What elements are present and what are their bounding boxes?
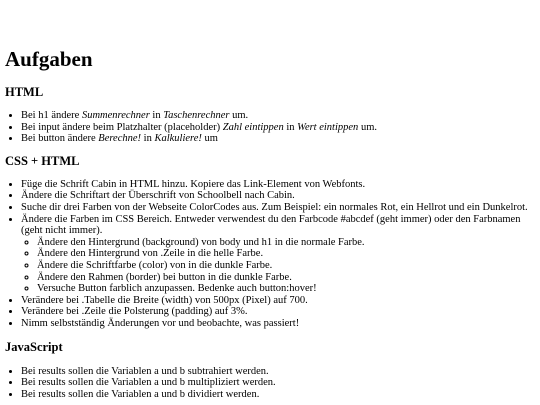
color-subtask-item: ◦ Ändere die Schriftfarbe (color) von in die dunkle Farbe. xyxy=(37,260,535,272)
section-heading-javascript: JavaScript xyxy=(5,339,63,354)
html-task-item xyxy=(21,133,535,145)
document-page xyxy=(5,47,535,400)
section-heading-css: CSS + HTML xyxy=(5,153,80,168)
task-text: in xyxy=(141,133,155,145)
css-task-list xyxy=(5,179,535,330)
task-text: um. xyxy=(229,110,249,121)
section-heading-html: HTML xyxy=(5,85,44,99)
css-task-item: • Verändere bei .Zeile die Polsterung (padding) auf 3%. xyxy=(21,306,535,318)
task-text: in xyxy=(149,110,164,121)
task-emphasis: Wert eintippen xyxy=(297,121,359,133)
task-emphasis: Taschenrechner xyxy=(163,110,230,121)
color-subtask-list xyxy=(21,237,535,295)
css-task-item: • Suche dir drei Farben von der Webseite ColorCodes aus. Zum Beispiel: ein normales Rot, ein Hellrot und ein Dunkelrot. xyxy=(21,202,535,214)
html-task-list xyxy=(5,110,535,145)
css-task-item: • Füge die Schrift Cabin in HTML hinzu. Kopiere das Link-Element von Webfonts. xyxy=(21,179,535,191)
js-task-item: • Bei results sollen die Variablen a und b dividiert werden. xyxy=(21,389,535,401)
color-subtask-item: ◦ Ändere den Hintergrund (background) von body und h1 in die normale Farbe. xyxy=(37,237,535,249)
task-text: Bei input ändere beim Platzhalter (placeholder) xyxy=(21,121,223,133)
html-task-item xyxy=(21,110,535,122)
task-text: um xyxy=(201,133,218,145)
html-task-item xyxy=(21,122,535,134)
task-emphasis: Kalkuliere! xyxy=(154,133,202,145)
js-task-list xyxy=(5,366,535,401)
css-task-item: • Verändere bei .Tabelle die Breite (width) von 500px (Pixel) auf 700. xyxy=(21,295,535,307)
task-text: Bei h1 ändere xyxy=(21,110,82,121)
task-emphasis: Summenrechner xyxy=(81,110,150,121)
task-text: um. xyxy=(358,121,377,133)
page-title: Aufgaben xyxy=(5,47,93,71)
task-emphasis: Zahl eintippen xyxy=(222,121,284,133)
css-task-item: • Ändere die Schriftart der Überschrift von Schoolbell nach Cabin. xyxy=(21,190,535,202)
task-text: in xyxy=(283,121,298,133)
js-task-item: • Bei results sollen die Variablen a und b subtrahiert werden. xyxy=(21,366,535,378)
js-task-item: • Bei results sollen die Variablen a und b multipliziert werden. xyxy=(21,377,535,389)
css-task-item: • Nimm selbstständig Änderungen vor und beobachte, was passiert! xyxy=(21,318,535,330)
task-text: Ändere die Farben im CSS Bereich. Entweder verwendest du den Farbcode #abcdef (geht immer) oder den Farbnamen (geht nicht immer). xyxy=(21,213,521,237)
color-subtask-item: ◦ Versuche Button farblich anzupassen. Bedenke auch button:hover! xyxy=(37,283,535,295)
task-emphasis: Berechne! xyxy=(98,133,142,145)
task-text: Bei button ändere xyxy=(21,133,99,145)
color-subtask-item: ◦ Ändere den Rahmen (border) bei button in die dunkle Farbe. xyxy=(37,272,535,284)
css-task-item xyxy=(21,214,535,295)
color-subtask-item: ◦ Ändere den Hintergrund von .Zeile in die helle Farbe. xyxy=(37,248,535,260)
